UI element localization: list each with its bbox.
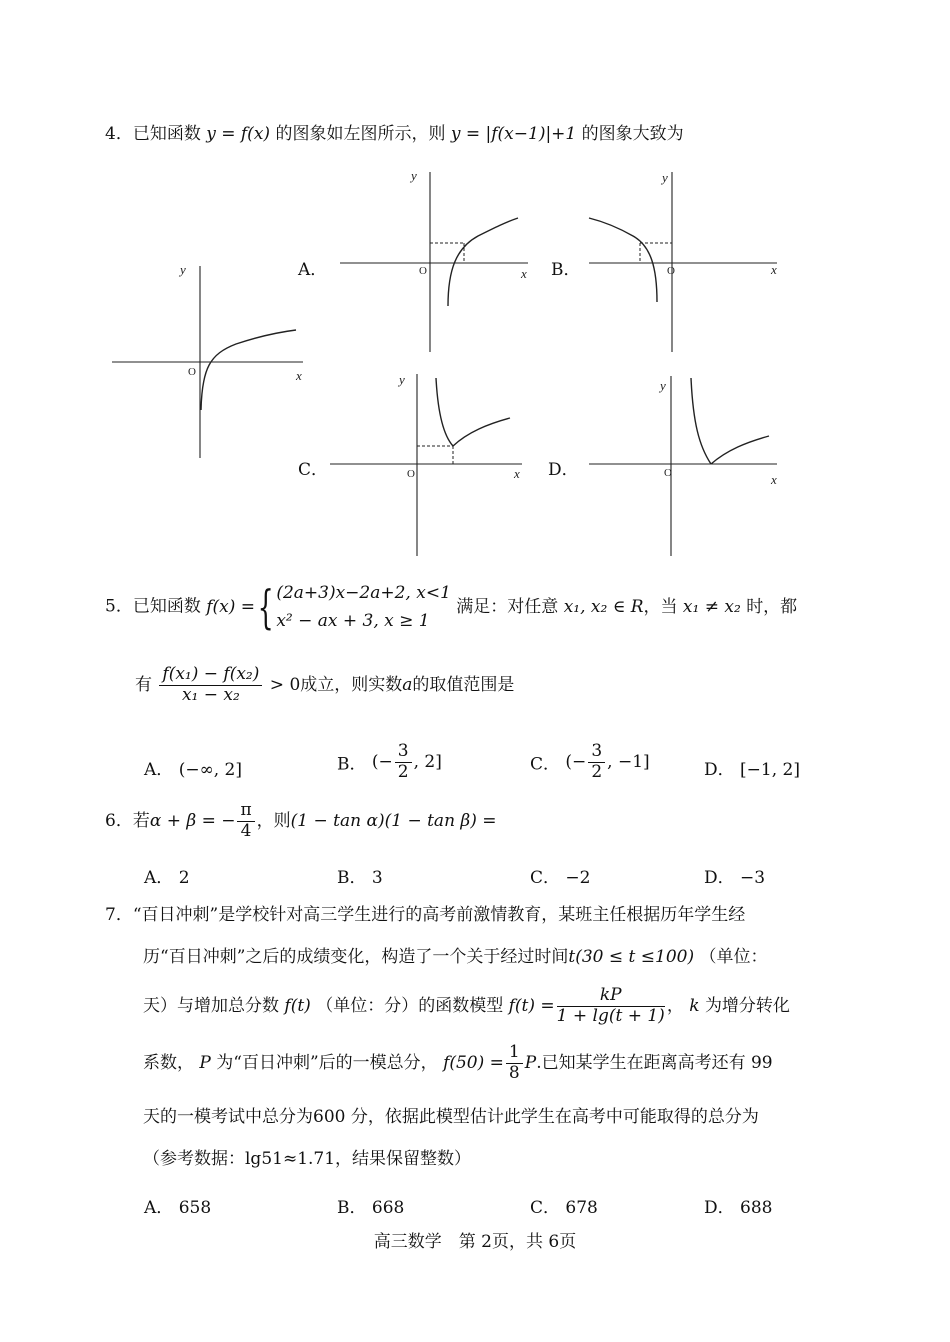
- q6-option-d[interactable]: D． −3: [704, 868, 766, 888]
- svg-text:y: y: [180, 262, 186, 277]
- svg-text:x: x: [771, 472, 777, 487]
- q7-option-c[interactable]: C． 678: [530, 1198, 598, 1218]
- svg-text:x: x: [521, 266, 527, 281]
- piecewise-brace: {: [257, 580, 274, 635]
- q6-option-c[interactable]: C． −2: [530, 868, 591, 888]
- svg-text:y: y: [660, 378, 666, 393]
- q4-option-c-label[interactable]: C．: [298, 460, 329, 480]
- q7-line3: 天）与增加总分数 f(t) （单位：分）的函数模型 f(t) = $\frac{kP}{1 + \lg(t + 1)}$ ， k 为增分转化: [143, 985, 790, 1026]
- q4-option-a-graph[interactable]: [338, 168, 538, 354]
- q4-option-d-graph[interactable]: [587, 372, 787, 558]
- q7-option-b[interactable]: B． 668: [337, 1198, 405, 1218]
- q4-original-graph: [110, 258, 310, 468]
- q7-option-d[interactable]: D． 688: [704, 1198, 773, 1218]
- svg-text:x: x: [514, 466, 520, 481]
- svg-text:y: y: [399, 372, 405, 387]
- q7-line5: 天的一模考试中总分为600 分，依据此模型估计此学生在高考中可能取得的总分为: [143, 1107, 759, 1127]
- q7-line4: 系数， P 为“百日冲刺”后的一模总分， f(50) = $\frac{1}{8}$ P.已知某学生在距离高考还有 99: [143, 1042, 773, 1083]
- svg-text:O: O: [664, 467, 672, 479]
- q4-stem: 4．已知函数 y = f(x) 的图象如左图所示，则 y = |f(x−1)|+1 的图象大致为: [105, 124, 684, 144]
- q6-option-a[interactable]: A． 2: [144, 868, 190, 888]
- q5-option-d[interactable]: D． [−1, 2]: [704, 760, 800, 780]
- q4-option-c-graph[interactable]: [328, 372, 528, 558]
- q7-model-fraction: $\frac{kP}{1 + \lg(t + 1)}$: [556, 985, 665, 1026]
- q4-option-d-label[interactable]: D．: [548, 460, 579, 480]
- svg-text:O: O: [667, 265, 675, 277]
- svg-text:x: x: [296, 368, 302, 383]
- q5-option-b[interactable]: B． (− $\frac{3}{2}$ , 2]: [337, 741, 442, 782]
- q5-option-c[interactable]: C． (− $\frac{3}{2}$ , −1]: [530, 741, 650, 782]
- svg-text:O: O: [407, 468, 415, 480]
- q5-stem: 5．已知函数 f(x) ={ (2a+3)x−2a+2, x<1 x² − ax + 3, x ≥ 1 满足：对任意 x₁, x₂ ∈ R，当 x₁ ≠ x₂ 时，都: [105, 580, 798, 635]
- piecewise-cases: (2a+3)x−2a+2, x<1 x² − ax + 3, x ≥ 1: [276, 583, 451, 632]
- q5-condition: 有 $\frac{\text{f(x₁) − f(x₂)}}{\text{x₁ − x₂}}$ > 0成立，则实数a的取值范围是: [135, 664, 515, 705]
- svg-text:y: y: [662, 170, 668, 185]
- q4-option-a-label[interactable]: A．: [298, 260, 328, 280]
- svg-text:O: O: [419, 265, 427, 277]
- svg-text:O: O: [188, 366, 196, 378]
- q5-option-a[interactable]: A． (−∞, 2]: [144, 760, 242, 780]
- q5-fraction: $\frac{\text{f(x₁) − f(x₂)}}{\text{x₁ − x₂}}$: [159, 665, 262, 705]
- q4-g-expr: y = |f(x−1)|+1: [450, 124, 577, 144]
- q4-option-b-label[interactable]: B．: [551, 260, 581, 280]
- q6-option-b[interactable]: B． 3: [337, 868, 383, 888]
- q4-option-b-graph[interactable]: [585, 168, 785, 354]
- q7-line6: （参考数据：lg51≈1.71，结果保留整数）: [143, 1149, 472, 1169]
- q7-line2: 历“百日冲刺”之后的成绩变化，构造了一个关于经过时间t(30 ≤ t ≤100) （单位：: [143, 947, 768, 967]
- q6-stem: 6．若α + β = − $\frac{\pi}{4}$ ，则(1 − tan α)(1 − tan β) =: [105, 800, 497, 841]
- q7-option-a[interactable]: A． 658: [144, 1198, 212, 1218]
- page-footer: 高三数学 第 2页，共 6页: [373, 1232, 577, 1252]
- svg-text:x: x: [771, 262, 777, 277]
- q7-line1: 7．“百日冲刺”是学校针对高三学生进行的高考前激情教育，某班主任根据历年学生经: [105, 905, 746, 925]
- q4-f-expr: y = f(x): [206, 124, 271, 144]
- svg-text:y: y: [411, 168, 417, 183]
